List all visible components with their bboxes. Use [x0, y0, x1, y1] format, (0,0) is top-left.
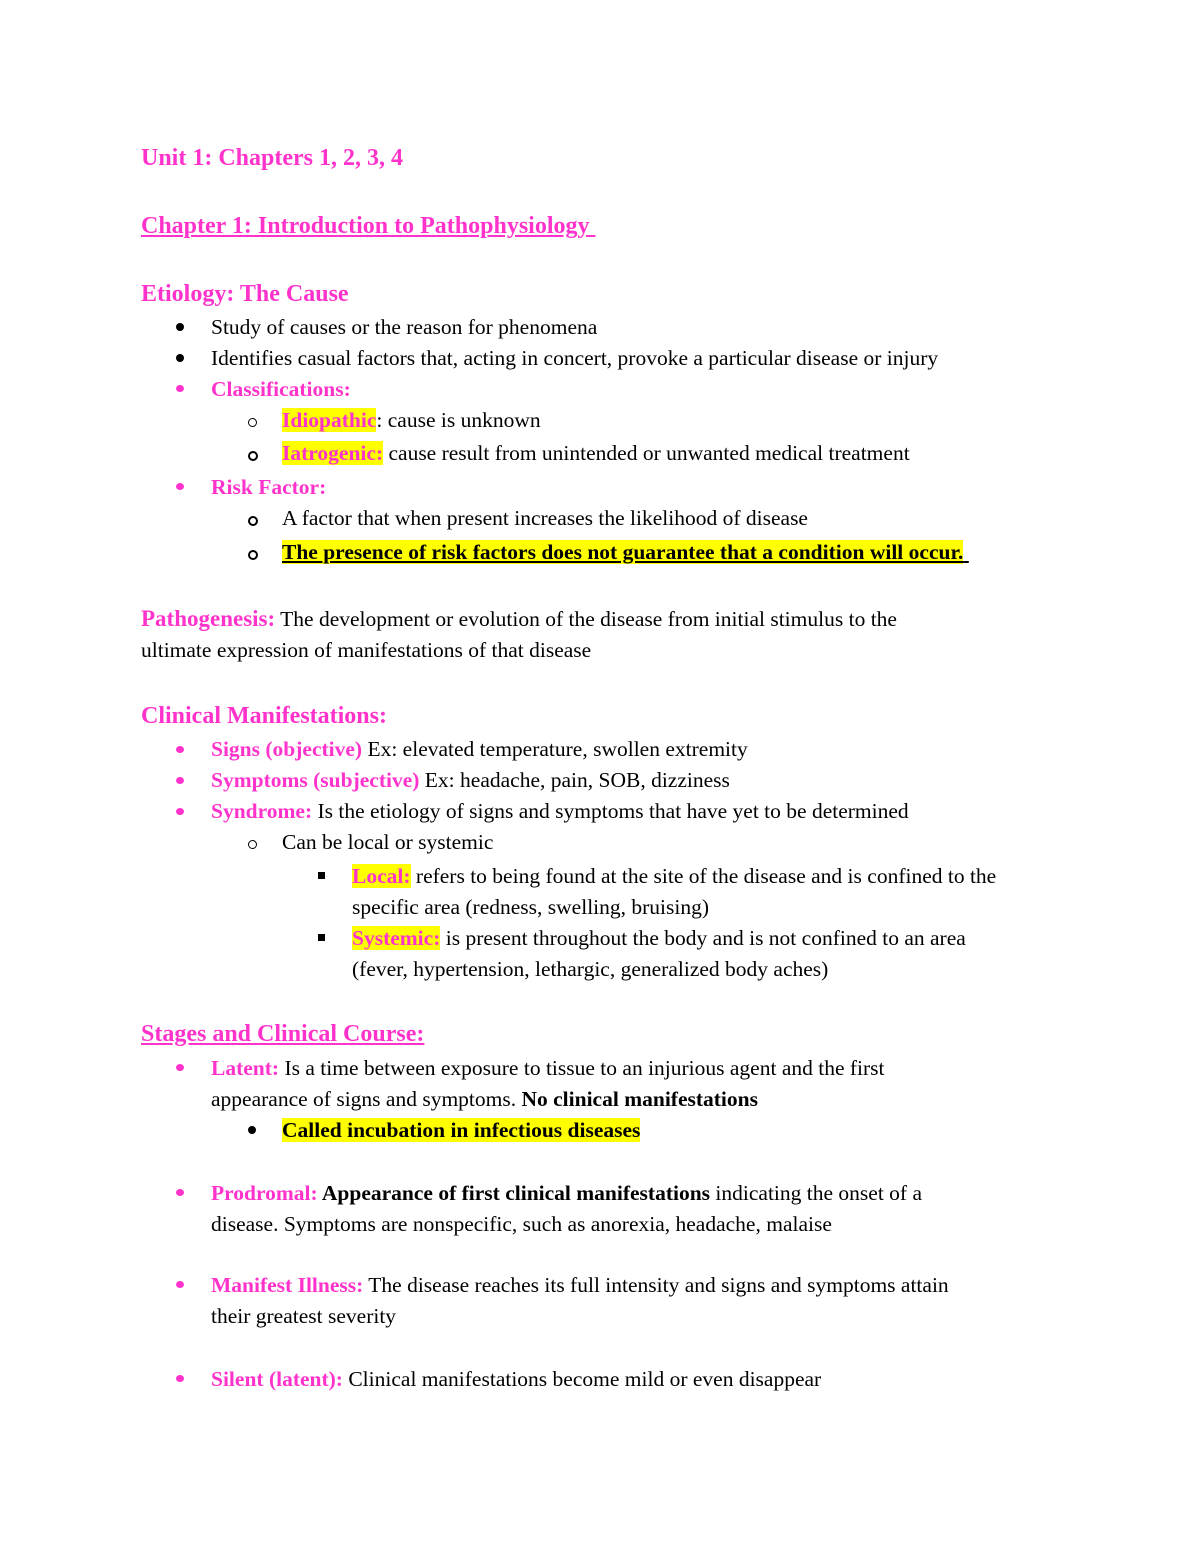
systemic-item-line-2: (fever, hypertension, lethargic, generalized body aches) [352, 957, 829, 981]
bullet-icon [176, 1189, 184, 1196]
incubation-note: Called incubation in infectious diseases [282, 1118, 641, 1142]
risk-factor-label: Risk Factor: [211, 475, 327, 499]
risk-item-2: The presence of risk factors does not guarantee that a condition will occur. [282, 540, 964, 564]
bullet-icon [176, 777, 184, 784]
unit-title: Unit 1: Chapters 1, 2, 3, 4 [141, 145, 403, 171]
signs-item: Signs (objective) Ex: elevated temperature, swollen extremity [211, 737, 748, 761]
local-item-line-1: Local: refers to being found at the site of the disease and is confined to the [352, 864, 997, 888]
systemic-item-line-1: Systemic: is present throughout the body and is not confined to an area [352, 926, 966, 950]
silent-item: Silent (latent): Clinical manifestations become mild or even disappear [211, 1367, 822, 1391]
latent-line-2: appearance of signs and symptoms. No clinical manifestations [211, 1087, 758, 1111]
circle-bullet-icon [248, 516, 258, 526]
classifications-label: Classifications: [211, 377, 351, 401]
manifest-line-2: their greatest severity [211, 1304, 397, 1328]
bullet-icon [176, 808, 184, 815]
iatrogenic-item: Iatrogenic: cause result from unintended or unwanted medical treatment [282, 441, 910, 465]
stages-heading: Stages and Clinical Course: [141, 1021, 425, 1047]
bullet-icon [176, 1064, 184, 1071]
circle-bullet-icon [248, 840, 257, 849]
symptoms-item: Symptoms (subjective) Ex: headache, pain, SOB, dizziness [211, 768, 730, 792]
prodromal-line-2: disease. Symptoms are nonspecific, such as anorexia, headache, malaise [211, 1212, 832, 1236]
bullet-icon [176, 1375, 184, 1382]
circle-bullet-icon [248, 418, 257, 427]
circle-bullet-icon [248, 550, 258, 560]
manifest-line-1: Manifest Illness: The disease reaches its full intensity and signs and symptoms attain [211, 1273, 949, 1297]
bullet-icon [176, 746, 184, 753]
bullet-icon [176, 323, 184, 331]
circle-bullet-icon [248, 451, 258, 461]
bullet-icon [176, 354, 184, 362]
idiopathic-item: Idiopathic: cause is unknown [282, 408, 541, 432]
latent-line-1: Latent: Is a time between exposure to tissue to an injurious agent and the first [211, 1056, 885, 1080]
prodromal-line-1: Prodromal: Appearance of first clinical manifestations indicating the onset of a [211, 1181, 923, 1205]
bullet-icon [176, 385, 184, 392]
square-bullet-icon [318, 934, 325, 941]
risk-item-1: A factor that when present increases the likelihood of disease [282, 506, 808, 530]
local-or-systemic: Can be local or systemic [282, 830, 494, 854]
local-item-line-2: specific area (redness, swelling, bruising) [352, 895, 710, 919]
etiology-bullet-2: Identifies casual factors that, acting in concert, provoke a particular disease or injury [211, 346, 939, 370]
pathogenesis-line-1: Pathogenesis: The development or evolution of the disease from initial stimulus to the [141, 606, 897, 631]
square-bullet-icon [318, 872, 325, 879]
chapter-title: Chapter 1: Introduction to Pathophysiology [141, 213, 590, 239]
bullet-icon [248, 1126, 256, 1134]
etiology-heading: Etiology: The Cause [141, 281, 349, 307]
bullet-icon [176, 483, 184, 490]
bullet-icon [176, 1281, 184, 1288]
etiology-bullet-1: Study of causes or the reason for phenomena [211, 315, 598, 339]
pathogenesis-line-2: ultimate expression of manifestations of that disease [141, 638, 592, 662]
clinical-heading: Clinical Manifestations: [141, 703, 387, 729]
syndrome-item: Syndrome: Is the etiology of signs and symptoms that have yet to be determined [211, 799, 909, 823]
